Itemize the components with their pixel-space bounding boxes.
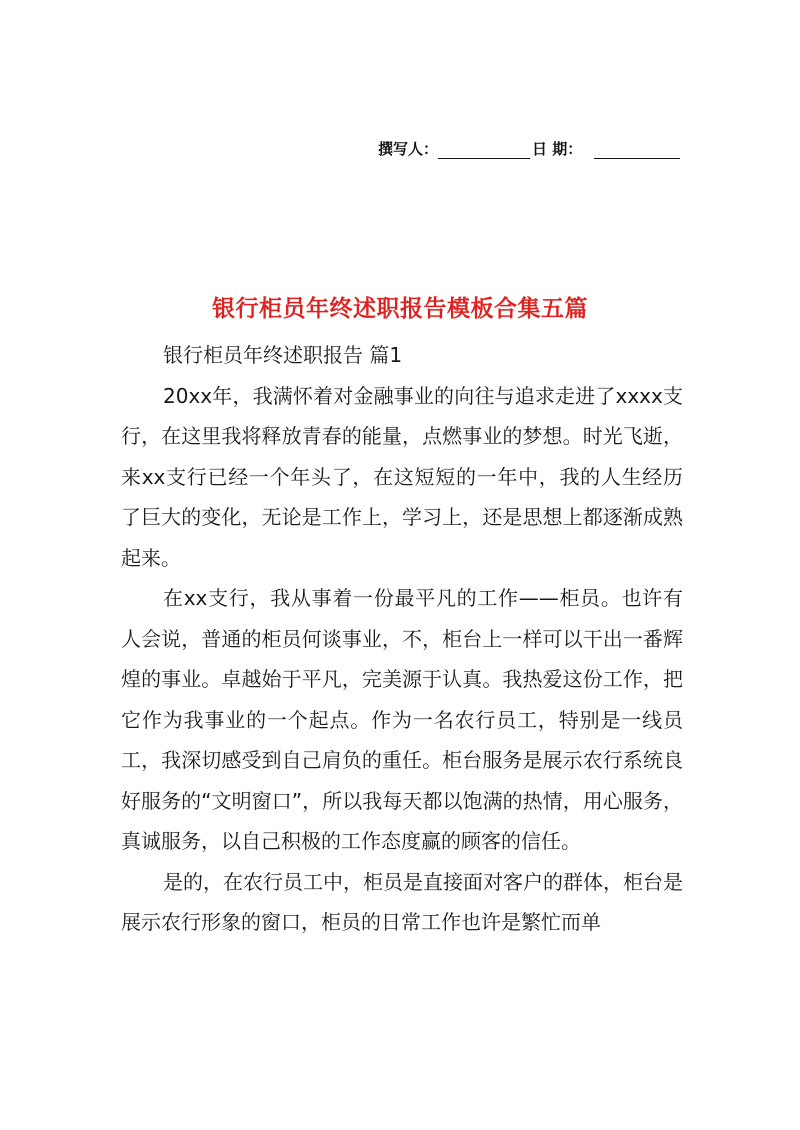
author-label: 撰写人： [378, 140, 439, 158]
byline [378, 138, 680, 159]
document-title: 银行柜员年终述职报告模板合集五篇 [212, 296, 588, 322]
author-blank-line [438, 142, 530, 159]
paragraph-1: 20xx年，我满怀着对金融事业的向往与追求走进了xxxx支行，在这里我将释放青春的能量，点燃事业的梦想。时光飞逝，来xx支行已经一个年头了，在这短短的一年中，我的人生经历了巨大的变化，无论是工作上，学习上，还是思想上都逐渐成熟起来。 [121, 383, 683, 570]
date-label: 日 期： [532, 140, 583, 158]
section-subtitle: 银行柜员年终述职报告 篇1 [163, 343, 403, 367]
paragraph-2: 在xx支行，我从事着一份最平凡的工作——柜员。也许有人会说，普通的柜员何谈事业，不，柜台上一样可以干出一番辉煌的事业。卓越始于平凡，完美源于认真。我热爱这份工作，把它作为我事业的一个起点。作为一名农行员工，特别是一线员工，我深切感受到自己肩负的重任。柜台服务是展示农行系统良好服务的“文明窗口”，所以我每天都以饱满的热情，用心服务，真诚服务，以自己积极的工作态度赢的顾客的信任。 [121, 586, 683, 853]
document-body [121, 335, 683, 943]
date-blank-line [594, 142, 680, 159]
paragraph-3: 是的，在农行员工中，柜员是直接面对客户的群体，柜台是展示农行形象的窗口，柜员的日常工作也许是繁忙而单 [121, 869, 683, 934]
